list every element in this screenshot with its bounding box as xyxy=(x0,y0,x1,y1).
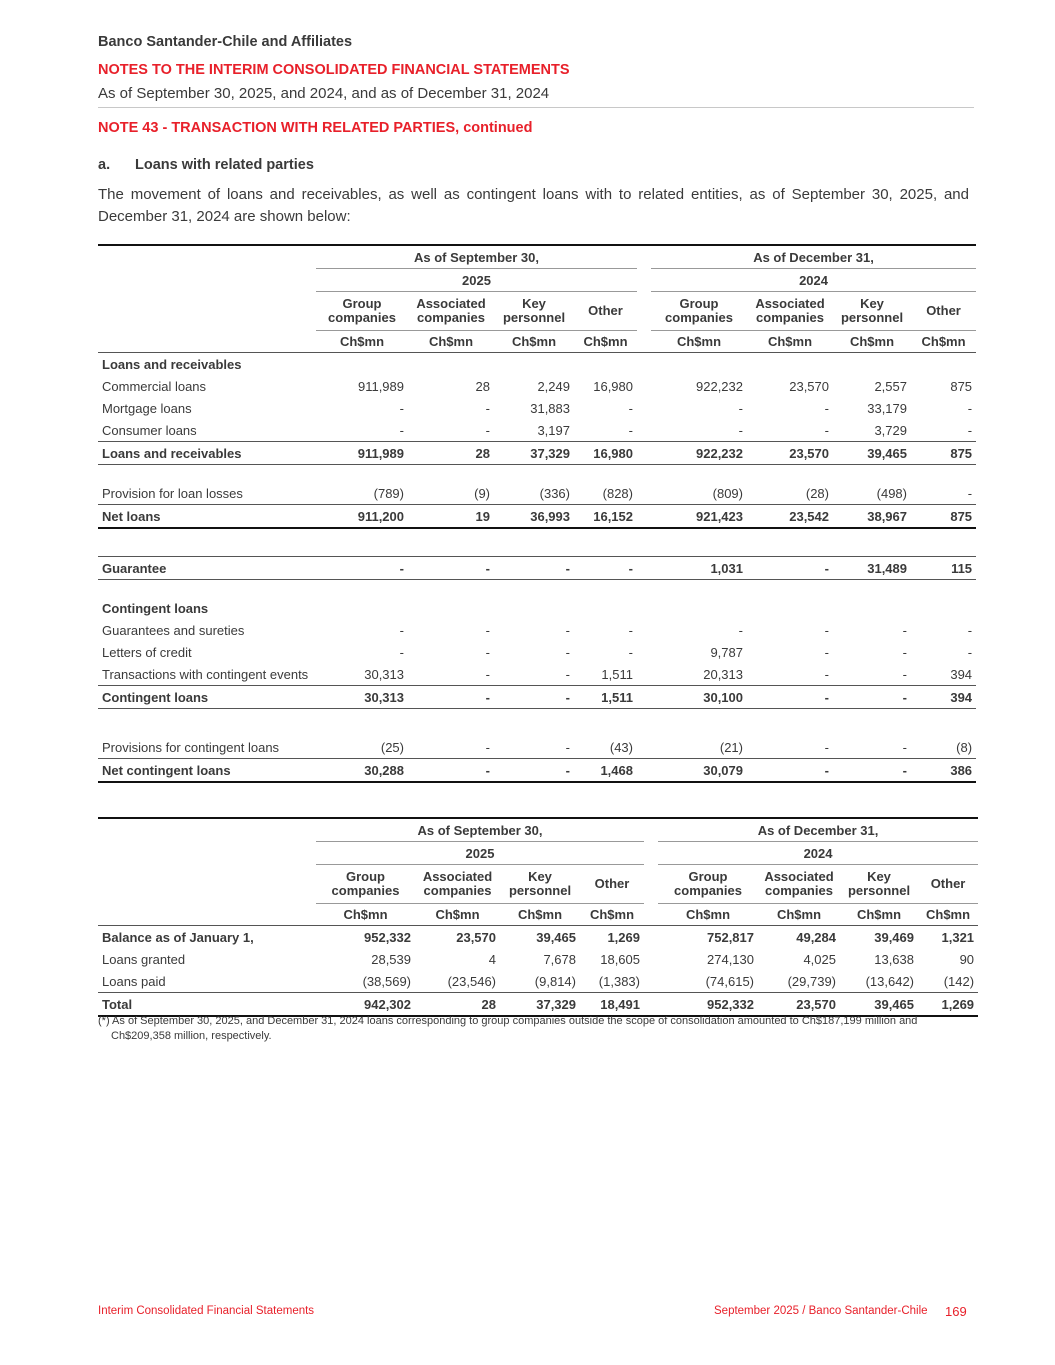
loan-movements-table xyxy=(98,817,978,1017)
footer-period xyxy=(714,1305,928,1317)
row-label: Net loans xyxy=(98,505,316,529)
value-cell: (28) xyxy=(747,482,833,505)
note-title: NOTE 43 - TRANSACTION WITH RELATED PARTIES, continued xyxy=(98,120,533,136)
col-associated-companies: Associated companies xyxy=(747,292,833,331)
row-label: Consumer loans xyxy=(98,419,316,442)
value-cell: 90 xyxy=(959,951,975,967)
value-cell: - xyxy=(408,557,494,580)
row-label: Loans granted xyxy=(102,951,186,967)
unit-label: Ch$mn xyxy=(758,904,840,926)
value-cell: - xyxy=(316,419,408,442)
row-label: Net contingent loans xyxy=(98,759,316,783)
value-cell: - xyxy=(967,644,973,660)
value-cell: 13,638 xyxy=(874,951,914,967)
unit-label: Ch$mn xyxy=(658,904,758,926)
col-group-companies: Group companies xyxy=(316,865,415,904)
value-cell: - xyxy=(408,663,494,686)
value-cell: - xyxy=(399,622,404,638)
value-cell: - xyxy=(628,622,633,638)
company-name: Banco Santander-Chile and Affiliates xyxy=(98,34,353,50)
footer-separator: / xyxy=(799,1305,809,1317)
row-label: Loans paid xyxy=(98,970,316,993)
row-label: Guarantee xyxy=(98,557,316,580)
value-cell: 1,031 xyxy=(651,557,747,580)
value-cell: (38,569) xyxy=(316,970,415,993)
column-gap xyxy=(637,686,651,709)
value-cell: 37,329 xyxy=(500,993,580,1017)
unit-label: Ch$mn xyxy=(494,331,574,353)
column-gap xyxy=(637,736,651,759)
col-associated-companies: Associated companies xyxy=(758,865,840,904)
value-cell: 19 xyxy=(408,505,494,529)
value-cell: (142) xyxy=(918,970,978,993)
footer-date: September 2025 xyxy=(714,1305,800,1317)
value-cell: 911,200 xyxy=(316,505,408,529)
value-cell: (336) xyxy=(494,482,574,505)
value-cell xyxy=(574,597,637,619)
column-gap xyxy=(637,419,651,442)
row-label: Contingent loans xyxy=(102,600,209,616)
value-cell: 386 xyxy=(911,759,976,783)
value-cell: 875 xyxy=(911,442,976,465)
column-gap xyxy=(637,442,651,465)
value-cell xyxy=(911,353,976,376)
value-cell: - xyxy=(408,759,494,783)
table-row xyxy=(98,597,976,619)
column-gap xyxy=(644,948,658,970)
value-cell: (25) xyxy=(316,736,408,759)
col-group-companies: Group companies xyxy=(658,865,758,904)
row-label: Provision for loan losses xyxy=(98,482,316,505)
column-gap xyxy=(637,397,651,419)
value-cell: 33,179 xyxy=(867,400,907,416)
table-row xyxy=(98,948,978,970)
value-cell: 922,232 xyxy=(651,442,747,465)
table-row xyxy=(98,505,976,529)
value-cell xyxy=(833,353,911,376)
value-cell: 30,079 xyxy=(651,759,747,783)
value-cell: 752,817 xyxy=(707,929,754,945)
value-cell: (498) xyxy=(833,482,911,505)
value-cell: 39,469 xyxy=(874,929,914,945)
value-cell: 39,465 xyxy=(536,929,576,945)
value-cell: 952,332 xyxy=(364,929,411,945)
table-row xyxy=(98,619,976,641)
table-row xyxy=(98,557,976,580)
value-cell xyxy=(651,353,747,376)
table-row xyxy=(98,993,978,1017)
row-label: Provisions for contingent loans xyxy=(98,736,316,759)
spacer-row xyxy=(98,465,976,483)
value-cell: (29,739) xyxy=(758,970,840,993)
unit-label: Ch$mn xyxy=(574,331,637,353)
spacer-row xyxy=(98,709,976,737)
value-cell: 7,678 xyxy=(543,951,576,967)
value-cell: 37,329 xyxy=(494,442,574,465)
value-cell: - xyxy=(902,622,907,638)
table-row xyxy=(98,353,976,376)
column-gap xyxy=(637,353,651,376)
row-label: Loans and receivables xyxy=(98,442,316,465)
value-cell: 23,542 xyxy=(747,505,833,529)
column-gap xyxy=(637,641,651,663)
value-cell: 1,269 xyxy=(607,929,640,945)
column-gap xyxy=(637,597,651,619)
value-cell: 274,130 xyxy=(707,951,754,967)
value-cell: - xyxy=(494,759,574,783)
value-cell: 28 xyxy=(415,993,500,1017)
col-key-personnel: Key personnel xyxy=(833,292,911,331)
value-cell: - xyxy=(747,557,833,580)
table-row xyxy=(98,397,976,419)
table-row xyxy=(98,419,976,442)
unit-label: Ch$mn xyxy=(500,904,580,926)
column-gap xyxy=(637,663,651,686)
value-cell: - xyxy=(747,419,833,442)
section-title-text: Loans with related parties xyxy=(135,157,314,173)
value-cell: - xyxy=(833,736,911,759)
loans-table xyxy=(98,244,976,783)
value-cell: - xyxy=(824,622,829,638)
value-cell: - xyxy=(399,644,404,660)
value-cell: 9,787 xyxy=(710,644,743,660)
table-row xyxy=(98,926,978,949)
value-cell: (9,814) xyxy=(500,970,580,993)
value-cell: 49,284 xyxy=(796,929,836,945)
value-cell: 115 xyxy=(911,557,976,580)
value-cell xyxy=(494,353,574,376)
table-row xyxy=(98,970,978,993)
value-cell: 28 xyxy=(408,442,494,465)
value-cell: - xyxy=(565,622,570,638)
value-cell: - xyxy=(747,663,833,686)
footnote-line: Ch$209,358 million, respectively. xyxy=(111,1030,272,1042)
value-cell: 23,570 xyxy=(747,442,833,465)
value-cell: 2,249 xyxy=(537,378,570,394)
value-cell: 1,269 xyxy=(918,993,978,1017)
value-cell: - xyxy=(494,557,574,580)
value-cell: 23,570 xyxy=(789,378,829,394)
col-other: Other xyxy=(574,292,637,331)
value-cell: - xyxy=(408,736,494,759)
value-cell xyxy=(316,353,408,376)
spacer-row xyxy=(98,580,976,598)
value-cell: 30,313 xyxy=(316,663,408,686)
unit-label: Ch$mn xyxy=(408,331,494,353)
value-cell: - xyxy=(833,663,911,686)
value-cell: 1,511 xyxy=(574,663,637,686)
table-row xyxy=(98,736,976,759)
intro-paragraph: The movement of loans and receivables, as well as contingent loans with to related entities, as of September 30, 2025, and December 31, 2024 are shown below: xyxy=(98,186,969,225)
year-header-2025: 2025 xyxy=(316,842,644,865)
value-cell xyxy=(651,597,747,619)
value-cell: (74,615) xyxy=(658,970,758,993)
value-cell: - xyxy=(628,400,633,416)
period-header-dec-2024: As of December 31, xyxy=(651,245,976,269)
value-cell: - xyxy=(738,622,743,638)
column-gap xyxy=(637,557,651,580)
col-other: Other xyxy=(580,865,644,904)
value-cell: - xyxy=(824,644,829,660)
page-number: 169 xyxy=(945,1304,967,1319)
value-cell: - xyxy=(902,644,907,660)
column-gap xyxy=(637,619,651,641)
value-cell: 39,465 xyxy=(833,442,911,465)
value-cell: - xyxy=(485,400,490,416)
unit-label: Ch$mn xyxy=(840,904,918,926)
section-letter: a. xyxy=(98,157,111,173)
value-cell: (21) xyxy=(651,736,747,759)
col-key-personnel: Key personnel xyxy=(494,292,574,331)
value-cell: 28,539 xyxy=(371,951,411,967)
year-header-2025: 2025 xyxy=(316,269,637,292)
column-gap xyxy=(644,926,658,949)
value-cell: 2,557 xyxy=(874,378,907,394)
col-group-companies: Group companies xyxy=(651,292,747,331)
value-cell: (8) xyxy=(911,736,976,759)
value-cell: 394 xyxy=(911,663,976,686)
unit-label: Ch$mn xyxy=(911,331,976,353)
value-cell: 4 xyxy=(488,951,496,967)
value-cell: - xyxy=(494,736,574,759)
unit-label: Ch$mn xyxy=(415,904,500,926)
value-cell xyxy=(408,353,494,376)
row-label: Guarantees and sureties xyxy=(102,622,245,638)
row-label: Commercial loans xyxy=(102,378,207,394)
notes-heading: NOTES TO THE INTERIM CONSOLIDATED FINANCIAL STATEMENTS xyxy=(98,62,570,78)
value-cell: - xyxy=(574,557,637,580)
value-cell: - xyxy=(911,419,976,442)
value-cell: (809) xyxy=(651,482,747,505)
unit-label: Ch$mn xyxy=(651,331,747,353)
value-cell: - xyxy=(574,419,637,442)
value-cell: 1,321 xyxy=(941,929,975,945)
value-cell: 911,989 xyxy=(316,442,408,465)
header-divider xyxy=(98,107,974,108)
footer-bank: Banco Santander-Chile xyxy=(808,1305,928,1317)
value-cell xyxy=(833,597,911,619)
row-label: Transactions with contingent events xyxy=(98,663,316,686)
value-cell: 3,197 xyxy=(494,419,574,442)
value-cell: 875 xyxy=(911,505,976,529)
value-cell: - xyxy=(967,622,973,638)
value-cell: 952,332 xyxy=(658,993,758,1017)
value-cell: 1,511 xyxy=(574,686,637,709)
value-cell: 875 xyxy=(950,378,973,394)
table-row xyxy=(98,375,976,397)
value-cell: 38,967 xyxy=(833,505,911,529)
period-header-sep-2025: As of September 30, xyxy=(316,818,644,842)
value-cell xyxy=(574,353,637,376)
value-cell: - xyxy=(408,686,494,709)
value-cell: - xyxy=(833,759,911,783)
value-cell: (828) xyxy=(574,482,637,505)
year-header-2024: 2024 xyxy=(651,269,976,292)
value-cell xyxy=(408,597,494,619)
value-cell: 394 xyxy=(911,686,976,709)
value-cell: 30,100 xyxy=(651,686,747,709)
value-cell: (43) xyxy=(574,736,637,759)
value-cell: 36,993 xyxy=(494,505,574,529)
value-cell: - xyxy=(485,644,490,660)
value-cell: 4,025 xyxy=(803,951,836,967)
section-title xyxy=(98,157,314,173)
col-associated-companies: Associated companies xyxy=(408,292,494,331)
column-gap xyxy=(644,970,658,993)
value-cell: (23,546) xyxy=(415,970,500,993)
value-cell xyxy=(747,353,833,376)
value-cell: 30,313 xyxy=(316,686,408,709)
column-gap xyxy=(637,505,651,529)
value-cell: 31,883 xyxy=(530,400,570,416)
value-cell: 18,605 xyxy=(600,951,640,967)
value-cell: - xyxy=(628,644,633,660)
table-row xyxy=(98,759,976,783)
col-key-personnel: Key personnel xyxy=(500,865,580,904)
value-cell: 942,302 xyxy=(316,993,415,1017)
col-other: Other xyxy=(918,865,978,904)
value-cell: 1,468 xyxy=(574,759,637,783)
value-cell: - xyxy=(833,686,911,709)
column-gap xyxy=(637,375,651,397)
column-gap xyxy=(644,993,658,1017)
table-row xyxy=(98,442,976,465)
row-label: Total xyxy=(98,993,316,1017)
value-cell: - xyxy=(738,400,743,416)
value-cell: 23,570 xyxy=(758,993,840,1017)
value-cell: 31,489 xyxy=(833,557,911,580)
value-cell: 18,491 xyxy=(580,993,644,1017)
value-cell: - xyxy=(494,663,574,686)
value-cell: 3,729 xyxy=(833,419,911,442)
unit-label: Ch$mn xyxy=(580,904,644,926)
value-cell: 20,313 xyxy=(651,663,747,686)
value-cell xyxy=(911,597,976,619)
value-cell xyxy=(494,597,574,619)
loan-movements-table-body xyxy=(98,926,978,1017)
value-cell: - xyxy=(494,686,574,709)
period-header-sep-2025: As of September 30, xyxy=(316,245,637,269)
value-cell: - xyxy=(565,644,570,660)
table-row xyxy=(98,663,976,686)
value-cell: - xyxy=(967,400,973,416)
row-label: Mortgage loans xyxy=(102,400,192,416)
value-cell: (789) xyxy=(316,482,408,505)
value-cell xyxy=(316,597,408,619)
row-label: Contingent loans xyxy=(98,686,316,709)
value-cell: 921,423 xyxy=(651,505,747,529)
value-cell: (1,383) xyxy=(580,970,644,993)
value-cell: 16,980 xyxy=(574,442,637,465)
value-cell: 922,232 xyxy=(696,378,743,394)
value-cell: 30,288 xyxy=(316,759,408,783)
value-cell: - xyxy=(747,759,833,783)
table-row xyxy=(98,482,976,505)
value-cell: 28 xyxy=(475,378,490,394)
year-header-2024: 2024 xyxy=(658,842,978,865)
loans-table-body xyxy=(98,353,976,783)
value-cell: (9) xyxy=(408,482,494,505)
value-cell: - xyxy=(911,482,976,505)
col-associated-companies: Associated companies xyxy=(415,865,500,904)
value-cell: - xyxy=(824,400,829,416)
value-cell: (13,642) xyxy=(840,970,918,993)
unit-label: Ch$mn xyxy=(316,904,415,926)
col-other: Other xyxy=(911,292,976,331)
col-group-companies: Group companies xyxy=(316,292,408,331)
value-cell: - xyxy=(485,622,490,638)
row-label: Balance as of January 1, xyxy=(102,929,254,945)
table-row xyxy=(98,641,976,663)
value-cell: - xyxy=(651,419,747,442)
report-date-line: As of September 30, 2025, and 2024, and as of December 31, 2024 xyxy=(98,85,550,102)
row-label: Letters of credit xyxy=(102,644,192,660)
column-gap xyxy=(637,482,651,505)
unit-label: Ch$mn xyxy=(833,331,911,353)
value-cell: - xyxy=(747,686,833,709)
col-key-personnel: Key personnel xyxy=(840,865,918,904)
value-cell: 911,989 xyxy=(357,378,404,394)
value-cell xyxy=(747,597,833,619)
footer-document-title: Interim Consolidated Financial Statements xyxy=(98,1305,315,1317)
period-header-dec-2024: As of December 31, xyxy=(658,818,978,842)
unit-label: Ch$mn xyxy=(747,331,833,353)
table-row xyxy=(98,686,976,709)
spacer-row xyxy=(98,528,976,557)
value-cell: 23,570 xyxy=(456,929,496,945)
value-cell: - xyxy=(747,736,833,759)
value-cell: - xyxy=(408,419,494,442)
row-label: Loans and receivables xyxy=(102,356,242,372)
value-cell: - xyxy=(399,400,404,416)
value-cell: 16,152 xyxy=(574,505,637,529)
value-cell: - xyxy=(316,557,408,580)
value-cell: 16,980 xyxy=(593,378,633,394)
footnote xyxy=(98,1014,974,1044)
unit-label: Ch$mn xyxy=(316,331,408,353)
value-cell: 39,465 xyxy=(840,993,918,1017)
column-gap xyxy=(637,759,651,783)
footnote-line: (*) As of September 30, 2025, and December 31, 2024 loans corresponding to group companies outside the scope of consolidation amounted to Ch$187,199 million and xyxy=(98,1015,918,1027)
unit-label: Ch$mn xyxy=(918,904,978,926)
